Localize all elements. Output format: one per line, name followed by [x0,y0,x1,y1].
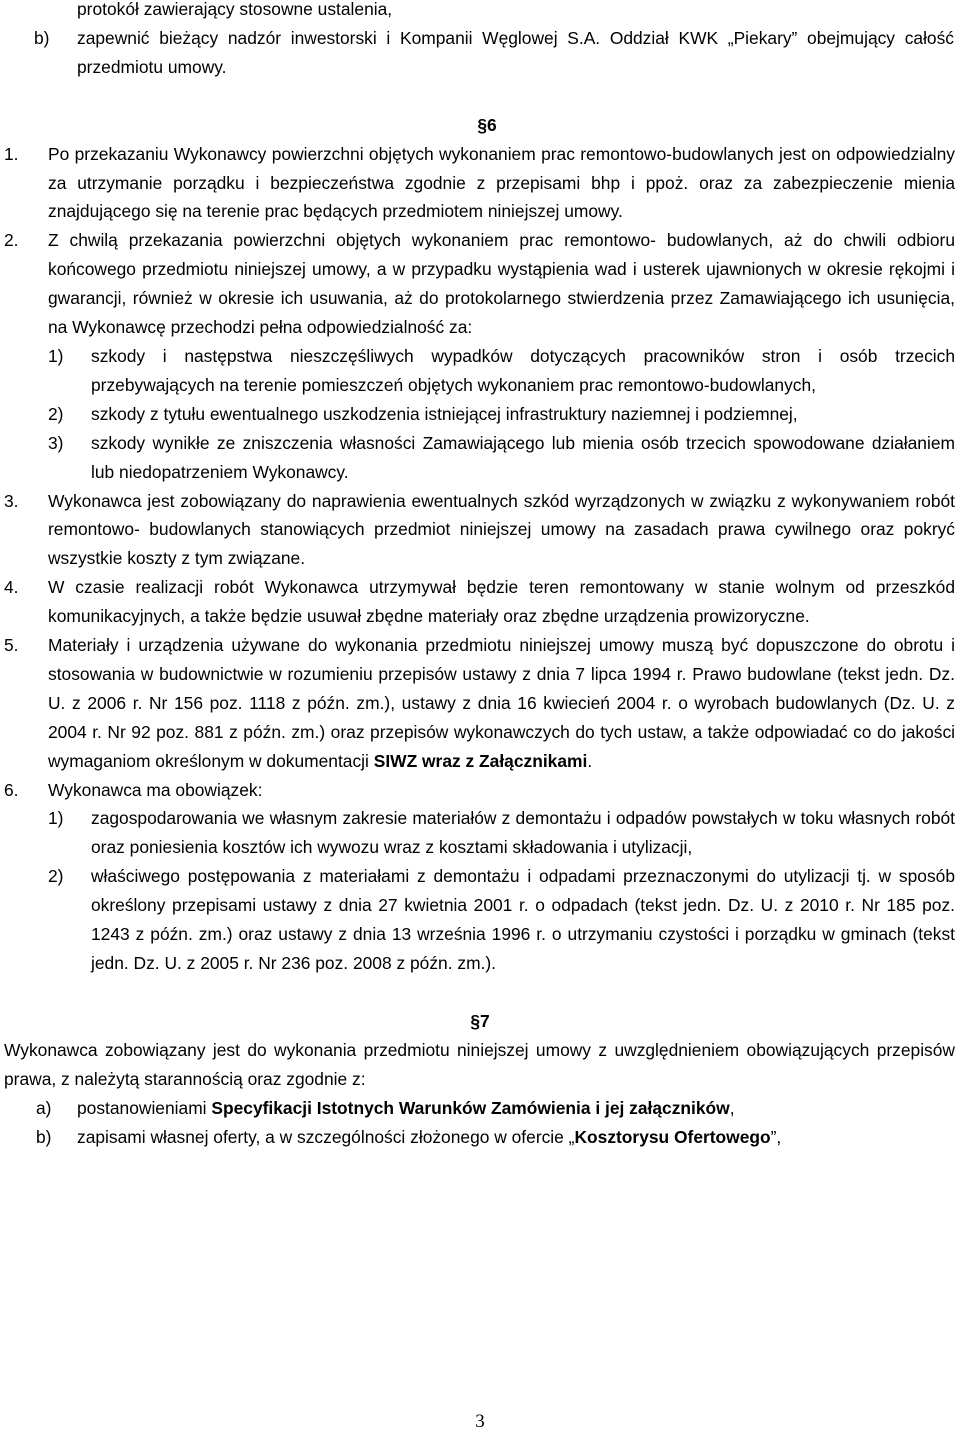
list-marker: 3) [48,432,64,453]
section-7-item-a: a) postanowieniami Specyfikacji Istotnych Warunków Zamówienia i jej załączników, [0,1094,960,1123]
list-marker: a) [36,1097,52,1118]
section-6-item-6-sub-1: 1) zagospodarowania we własnym zakresie materiałów z demontażu i odpadów powstałych w toku własnych robót oraz poniesienia kosztów ich wywozu wraz z kosztami składowania i utylizacji, [0,804,960,862]
bold-reference: Kosztorysu Ofertowego [574,1126,771,1147]
list-marker: 5. [4,635,19,656]
section-6-item-5: 5. Materiały i urządzenia używane do wykonania przedmiotu niniejszej umowy muszą być dopuszczone do obrotu i stosowania w budownictwie w rozumieniu przepisów ustawy z dnia 7 lipca 1994 r. Prawo budowlane (tekst jedn. Dz. U. z 2006 r. Nr 156 poz. 1118 z późn. zm.), ustawy z dnia 16 kwiecień 2004 r. o wyrobach budowlanych (Dz. U. z 2004 r. Nr 92 poz. 881 z późn. zm.) oraz przepisów wykonawczych do tych ustaw, a także odpowiadać co do jakości wymaganiom określonym w dokumentacji SIWZ wraz z Załącznikami. [0,631,960,776]
page-number: 3 [475,1411,485,1432]
section-6-item-2-sub-3: 3) szkody wynikłe ze zniszczenia własności Zamawiającego lub mienia osób trzecich spowodowane działaniem lub niedopatrzeniem Wykonawcy. [0,429,960,487]
list-marker: b) [34,27,50,48]
list-marker: 1) [48,808,64,829]
section-sign: § [470,1010,480,1031]
section-6-item-6: 6. Wykonawca ma obowiązek: [0,776,960,805]
list-marker: 1) [48,345,64,366]
section-6-item-2-sub-2: 2) szkody z tytułu ewentualnego uszkodzenia istniejącej infrastruktury naziemnej i podziemnej, [0,400,960,429]
list-marker: 1. [4,143,19,164]
list-marker: 2) [48,403,64,424]
section-6-item-2-sub-1: 1) szkody i następstwa nieszczęśliwych wypadków dotyczących pracowników stron i osób trzecich przebywających na terenie pomieszczeń objętych wykonaniem prac remontowo-budowlanych, [0,342,960,400]
bold-reference: SIWZ wraz z Załącznikami [373,750,588,771]
section-6-heading: §6 [477,114,497,135]
list-marker: 3. [4,490,19,511]
bold-reference: Specyfikacji Istotnych Warunków Zamówienia i jej załączników [211,1097,730,1118]
section-6-item-6-sub-2: 2) właściwego postępowania z materiałami z demontażu i odpadami przeznaczonymi do utylizacji tj. w sposób określony przepisami ustawy z dnia 27 kwietnia 2001 r. o odpadach (tekst jedn. Dz. U. z 2010 r. Nr 185 poz. 1243 z późn. zm.) oraz ustawy z dnia 13 września 1996 r. o utrzymaniu czystości i porządku w gminach (tekst jedn. Dz. U. z 2005 r. Nr 236 poz. 2008 z późn. zm.). [0,862,960,978]
list-marker: 2. [4,230,19,251]
section-7-item-b: b) zapisami własnej oferty, a w szczególności złożonego w ofercie „Kosztorysu Ofertowego”, [0,1123,960,1152]
list-marker: 2) [48,866,64,887]
list-item-b [0,24,960,82]
section-6-item-3: 3. Wykonawca jest zobowiązany do naprawienia ewentualnych szkód wyrządzonych w związku z wykonywaniem robót remontowo- budowlanych stanowiących przedmiot niniejszej umowy na zasadach prawa cywilnego oraz pokryć wszystkie koszty z tym związane. [0,487,960,574]
section-7-intro: Wykonawca zobowiązany jest do wykonania przedmiotu niniejszej umowy z uwzględnieniem obowiązujących przepisów prawa, z należytą starannością oraz zgodnie z: [4,1039,955,1089]
list-marker: 6. [4,779,19,800]
section-sign: § [477,114,487,135]
list-marker: 4. [4,577,19,598]
section-6-item-2: 2. Z chwilą przekazania powierzchni objętych wykonaniem prac remontowo- budowlanych, aż do chwili odbioru końcowego przedmiotu niniejszej umowy, a w przypadku wystąpienia wad i usterek ujawnionych w okresie rękojmi i gwarancji, również w okresie ich usuwania, aż do protokolarnego stwierdzenia przez Zamawiającego ich usunięcia, na Wykonawcę przechodzi pełna odpowiedzialność za: [0,226,960,342]
section-7-heading: §7 [470,1010,490,1031]
list-item-text: zapewnić bieżący nadzór inwestorski i Kompanii Węglowej S.A. Oddział KWK „Piekary” obejmujący całość przedmiotu umowy. [77,27,954,77]
list-marker: b) [36,1126,52,1147]
list-item-continuation: protokół zawierający stosowne ustalenia, [77,0,393,19]
section-6-item-4: 4. W czasie realizacji robót Wykonawca utrzymywał będzie teren remontowany w stanie wolnym od przeszkód komunikacyjnych, a także będzie usuwał zbędne materiały oraz zbędne urządzenia prowizoryczne. [0,573,960,631]
section-6-item-1: 1. Po przekazaniu Wykonawcy powierzchni objętych wykonaniem prac remontowo-budowlanych jest on odpowiedzialny za utrzymanie porządku i bezpieczeństwa zgodnie z przepisami bhp i ppoż. oraz za zabezpieczenie mienia znajdującego się na terenie prac będących przedmiotem niniejszej umowy. [0,140,960,227]
